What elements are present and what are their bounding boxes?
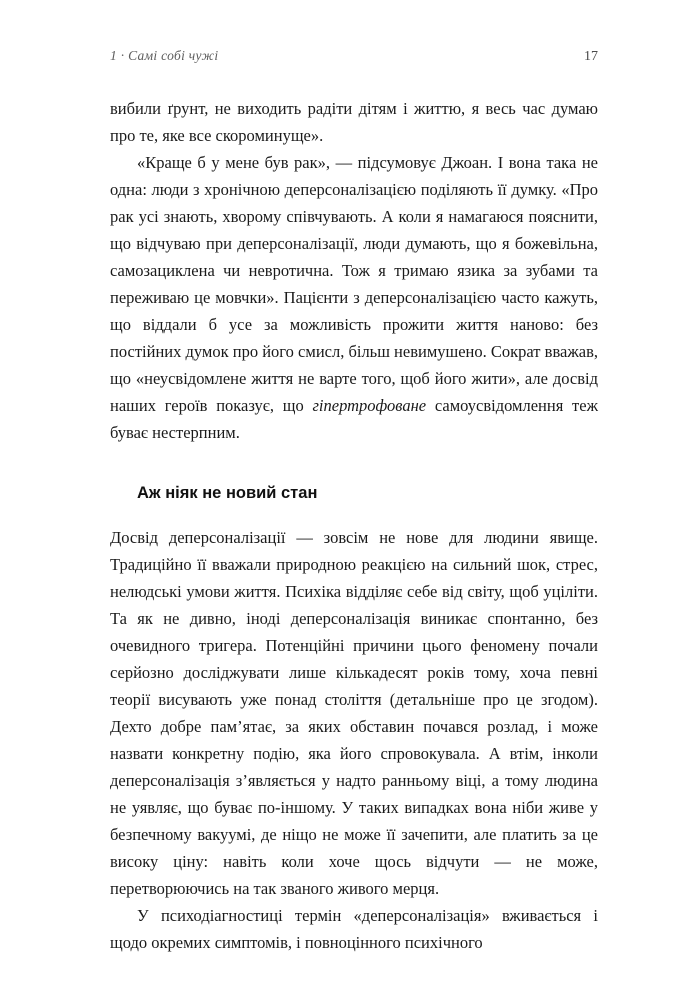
paragraph — [110, 149, 598, 446]
page-number: 17 — [584, 49, 598, 64]
italic-term: гіпертрофоване — [312, 396, 427, 415]
paragraph-text: «Краще б у мене був рак», — підсумовує Джоан. І вона така не одна: люди з хронічною деперсоналізацією поділяють її думку. «Про рак усі знають, хворому співчувають. А коли я намагаюся пояснити, що відчуваю при деперсоналізації, люди думають, що я божевільна, самозациклена чи невротична. Тож я тримаю язика за зубами та переживаю це мовчки». Пацієнти з деперсоналізацією часто кажуть, що віддали б усе за можливість прожити життя наново: без постійних думок про його смисл, більш невимушено. Сократ вважав, що «неусвідомлене життя не варте того, щоб його жити», але досвід наших героїв показує, що — [110, 153, 598, 415]
paragraph: У психодіагностиці термін «деперсоналізація» вживається і щодо окремих симптомів, і повноцінного психічного — [110, 906, 598, 952]
running-head-title: 1 · Самі собі чужі — [110, 48, 219, 63]
paragraph-continuation: вибили ґрунт, не виходить радіти дітям і життю, я весь час думаю про те, яке все скороминуще». — [110, 99, 598, 145]
section-heading: Аж ніяк не новий стан — [137, 484, 318, 502]
running-head — [110, 48, 598, 65]
paragraph: Досвід деперсоналізації — зовсім не нове для людини явище. Традиційно її вважали природною реакцією на сильний шок, стрес, нелюдські умови життя. Психіка відділяє себе від світу, щоб уціліти. Та як не дивно, іноді деперсоналізація виникає спонтанно, без очевидного тригера. Потенційні причини цього феномену почали серйозно досліджувати лише кількадесят років тому, хоча певні теорії висувають уже понад століття (детальніше про це згодом). Дехто добре пам’ятає, за яких обставин почався розлад, і може назвати конкретну подію, яка його спровокувала. А втім, інколи деперсоналізація з’являється у надто ранньому віці, а тому людина не уявляє, що буває по-іншому. У таких випадках вона ніби живе у безпечному вакуумі, де ніщо не може її зачепити, але платить за це високу ціну: навіть коли хоче щось відчути — не може, перетворюючись на так званого живого мерця. — [110, 528, 598, 898]
text-block — [110, 95, 598, 956]
paragraph-text: самоусвідомлення теж буває нестерпним. — [110, 396, 598, 442]
